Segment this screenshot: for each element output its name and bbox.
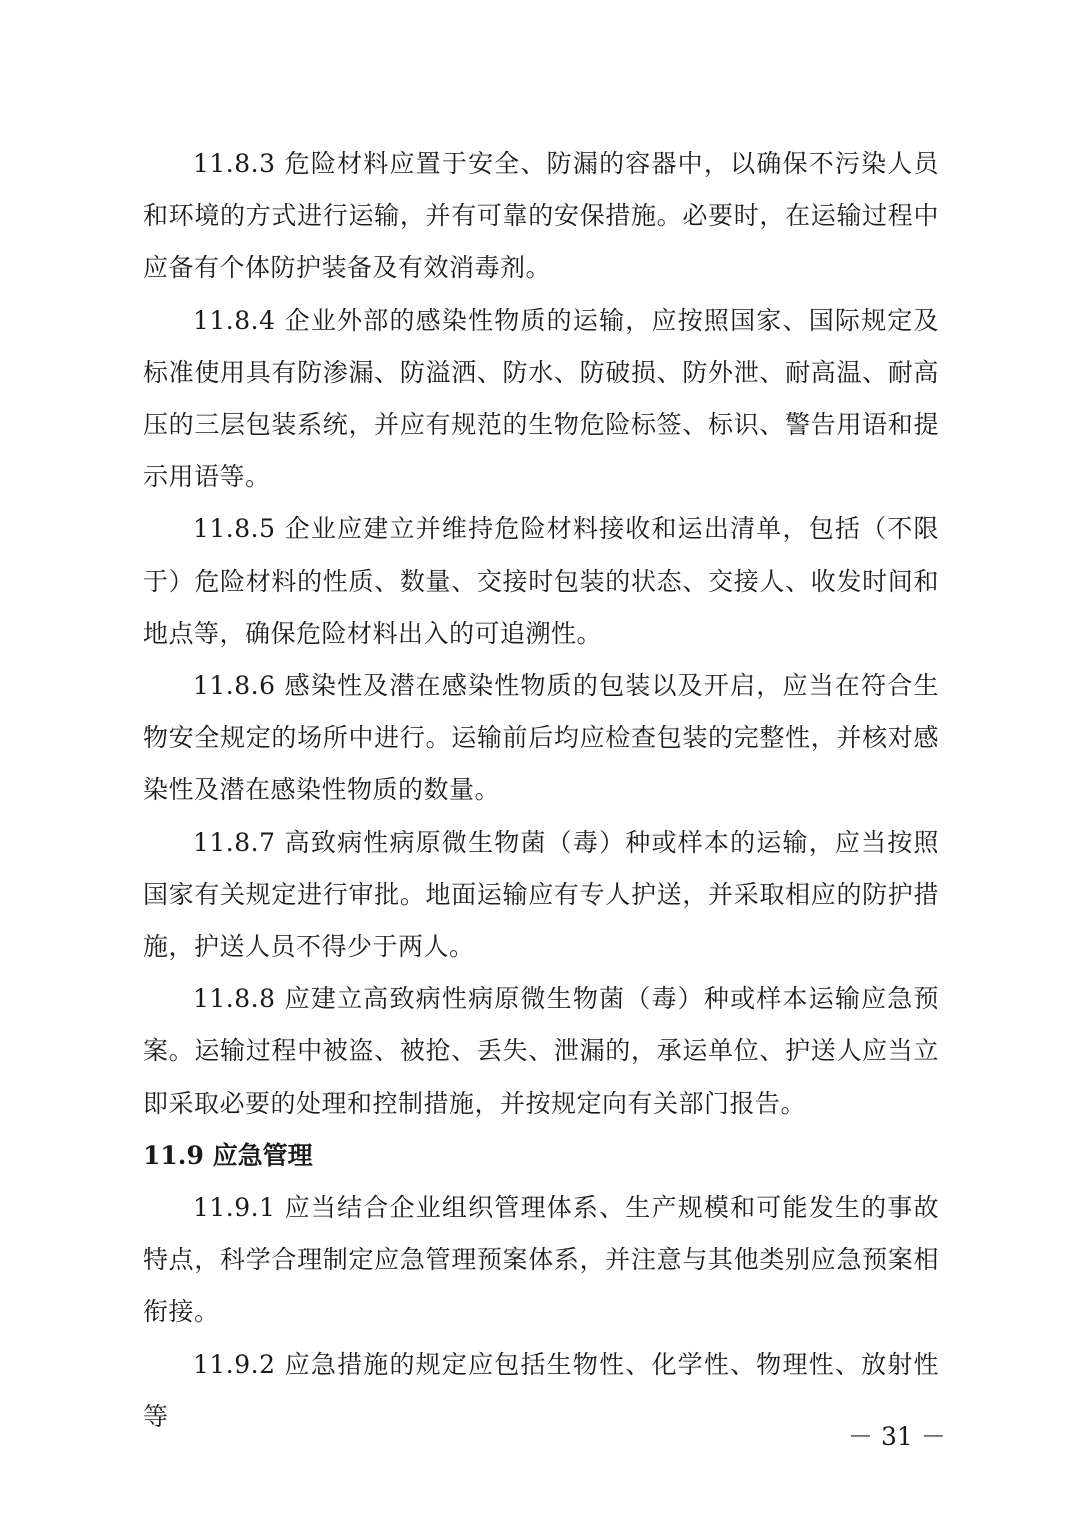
paragraph-11-8-5: 11.8.5 企业应建立并维持危险材料接收和运出清单，包括（不限于）危险材料的性质、数量、交接时包装的状态、交接人、收发时间和地点等，确保危险材料出入的可追溯性。	[143, 514, 939, 648]
section-heading-11-9: 11.9 应急管理	[143, 1140, 313, 1170]
paragraph-11-8-6: 11.8.6 感染性及潜在感染性物质的包装以及开启，应当在符合生物安全规定的场所中进行。运输前后均应检查包装的完整性，并核对感染性及潜在感染性物质的数量。	[143, 671, 939, 805]
paragraph-11-8-3: 11.8.3 危险材料应置于安全、防漏的容器中，以确保不污染人员和环境的方式进行运输，并有可靠的安保措施。必要时，在运输过程中应备有个体防护装备及有效消毒剂。	[143, 149, 939, 283]
paragraph-11-9-1: 11.9.1 应当结合企业组织管理体系、生产规模和可能发生的事故特点，科学合理制定应急管理预案体系，并注意与其他类别应急预案相衔接。	[143, 1193, 939, 1327]
document-body	[143, 138, 939, 1443]
paragraph-11-9-2: 11.9.2 应急措施的规定应包括生物性、化学性、物理性、放射性等	[143, 1349, 939, 1431]
paragraph-11-8-4: 11.8.4 企业外部的感染性物质的运输，应按照国家、国际规定及标准使用具有防渗漏、防溢洒、防水、防破损、防外泄、耐高温、耐高压的三层包装系统，并应有规范的生物危险标签、标识、警告用语和提示用语等。	[143, 305, 939, 492]
page-number: － 31 －	[848, 1422, 946, 1451]
paragraph-11-8-7: 11.8.7 高致病性病原微生物菌（毒）种或样本的运输，应当按照国家有关规定进行审批。地面运输应有专人护送，并采取相应的防护措施，护送人员不得少于两人。	[143, 827, 939, 962]
paragraph-11-8-8: 11.8.8 应建立高致病性病原微生物菌（毒）种或样本运输应急预案。运输过程中被盗、被抢、丢失、泄漏的，承运单位、护送人应当立即采取必要的处理和控制措施，并按规定向有关部门报告。	[143, 984, 939, 1118]
